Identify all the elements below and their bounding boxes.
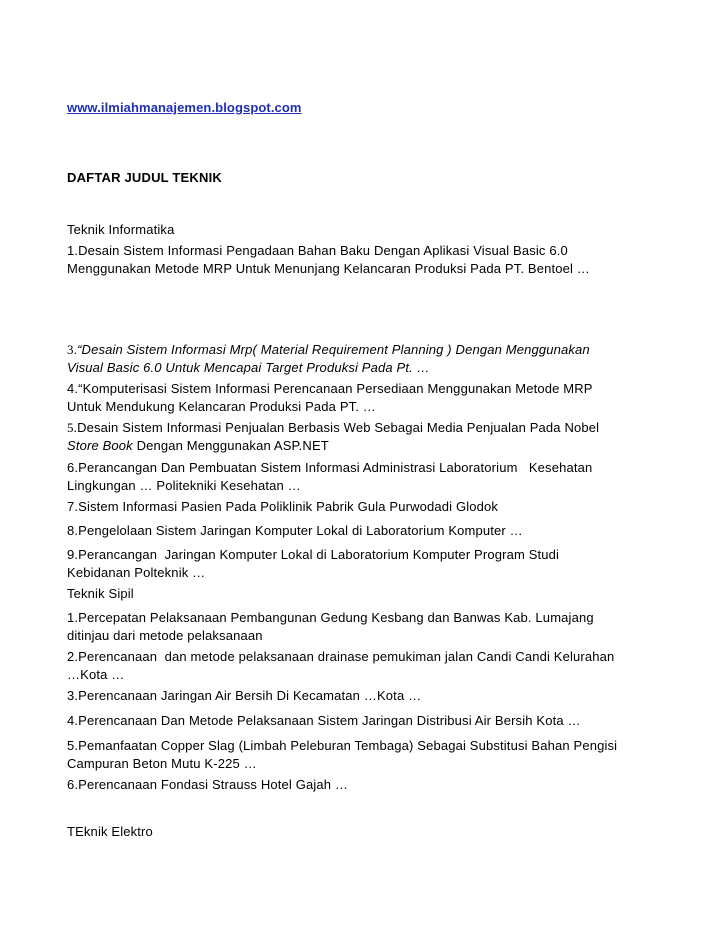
list-item: [67, 419, 667, 455]
item-number: 5.: [67, 420, 78, 435]
list-item-line: 8.Pengelolaan Sistem Jaringan Komputer Lokal di Laboratorium Komputer …: [67, 523, 523, 538]
list-item-line: Lingkungan … Politekniki Kesehatan …: [67, 478, 301, 493]
list-item-line: 6.Perencanaan Fondasi Strauss Hotel Gajah …: [67, 777, 349, 792]
list-item-line: Visual Basic 6.0 Untuk Mencapai Target Produksi Pada Pt. …: [67, 360, 430, 375]
list-item-text: Dengan Menggunakan ASP.NET: [132, 438, 329, 453]
list-item-line: 7.Sistem Informasi Pasien Pada Poliklinik Pabrik Gula Purwodadi Glodok: [67, 499, 499, 514]
list-item: [67, 737, 667, 773]
list-item-line: ditinjau dari metode pelaksanaan: [67, 628, 263, 643]
list-item: [67, 341, 667, 377]
list-item: [67, 459, 667, 495]
document-title: DAFTAR JUDUL TEKNIK: [67, 170, 222, 185]
list-item-line: [67, 437, 667, 455]
list-item: [67, 242, 667, 278]
list-item-line: 9.Perancangan Jaringan Komputer Lokal di Laboratorium Komputer Program Studi: [67, 547, 560, 562]
list-item-line: 1.Desain Sistem Informasi Pengadaan Bahan Baku Dengan Aplikasi Visual Basic 6.0: [67, 243, 568, 258]
list-item-line: Untuk Mendukung Kelancaran Produksi Pada PT. …: [67, 399, 376, 414]
list-item-text: Desain Sistem Informasi Penjualan Berbasis Web Sebagai Media Penjualan Pada Nobel: [77, 420, 600, 435]
list-item: [67, 648, 667, 684]
section-heading-text: TEknik Elektro: [67, 824, 153, 839]
list-item-line: …Kota …: [67, 667, 125, 682]
list-item-line: [67, 341, 667, 359]
list-item-line: 3.Perencanaan Jaringan Air Bersih Di Kecamatan …Kota …: [67, 688, 422, 703]
section-heading-text: Teknik Informatika: [67, 222, 175, 237]
list-item: [67, 712, 667, 730]
list-item: [67, 522, 667, 540]
list-item: [67, 380, 667, 416]
list-item-line: Menggunakan Metode MRP Untuk Menunjang Kelancaran Produksi Pada PT. Bentoel …: [67, 261, 590, 276]
list-item-line: 2.Perencanaan dan metode pelaksanaan drainase pemukiman jalan Candi Candi Kelurahan: [67, 649, 615, 664]
list-item-line: 5.Pemanfaatan Copper Slag (Limbah Peleburan Tembaga) Sebagai Substitusi Bahan Pengisi: [67, 738, 618, 753]
section-heading-teknik-informatika: [67, 221, 667, 239]
list-item-line: [67, 419, 667, 437]
list-item: [67, 498, 667, 516]
list-item-line: 6.Perancangan Dan Pembuatan Sistem Informasi Administrasi Laboratorium Kesehatan: [67, 460, 593, 475]
list-item-line: Campuran Beton Mutu K-225 …: [67, 756, 257, 771]
italic-title-text: “Desain Sistem Informasi Mrp( Material Requirement Planning ) Dengan Menggunakan: [77, 342, 590, 357]
list-item: [67, 609, 667, 645]
italic-store-name: Store Book: [67, 438, 133, 453]
list-item-line: Kebidanan Polteknik …: [67, 565, 206, 580]
list-item: [67, 687, 667, 705]
section-heading-teknik-sipil: [67, 585, 667, 603]
list-item-line: 4.Perencanaan Dan Metode Pelaksanaan Sistem Jaringan Distribusi Air Bersih Kota …: [67, 713, 581, 728]
list-item: [67, 546, 667, 582]
section-heading-teknik-elektro: [67, 823, 667, 841]
list-item-line: 4.“Komputerisasi Sistem Informasi Perencanaan Persediaan Menggunakan Metode MRP: [67, 381, 593, 396]
item-number: 3.: [67, 342, 78, 357]
blog-link[interactable]: www.ilmiahmanajemen.blogspot.com: [67, 100, 302, 115]
section-heading-text: Teknik Sipil: [67, 586, 134, 601]
list-item-line: 1.Percepatan Pelaksanaan Pembangunan Gedung Kesbang dan Banwas Kab. Lumajang: [67, 610, 594, 625]
list-item: [67, 776, 667, 794]
